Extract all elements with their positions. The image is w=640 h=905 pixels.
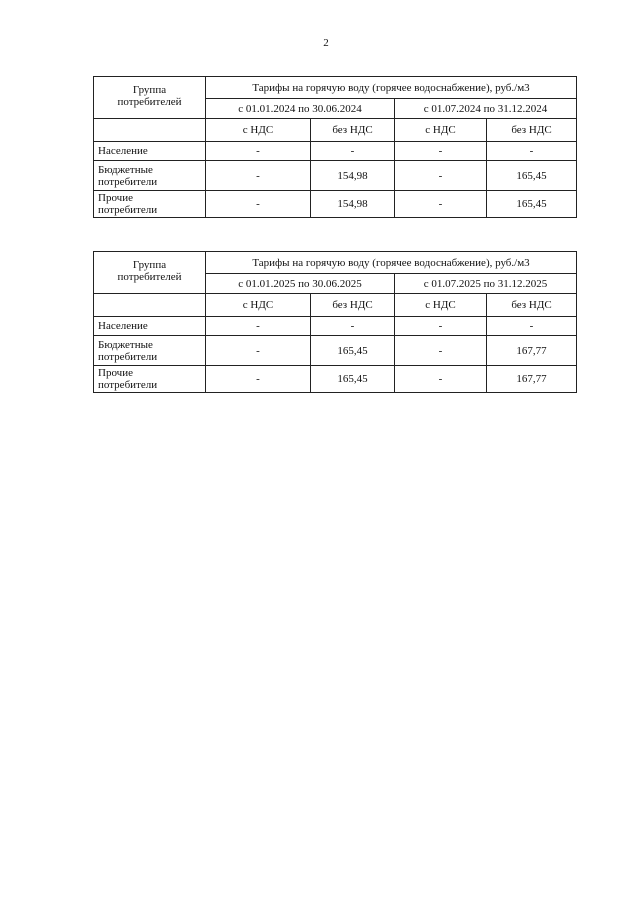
group-header-line: потребителей (117, 96, 182, 108)
page-number: 2 (323, 37, 329, 49)
value-cell: - (206, 161, 311, 191)
value-cell: - (206, 336, 311, 366)
value-cell: 167,77 (487, 336, 577, 366)
group-label: Население (98, 320, 148, 332)
group-cell (94, 317, 206, 336)
vat-column-header: с НДС (206, 294, 311, 317)
value-cell: - (395, 336, 487, 366)
empty-cell (94, 294, 206, 317)
table-row (94, 366, 577, 393)
value-cell: 154,98 (311, 191, 395, 218)
group-cell (94, 161, 206, 191)
group-cell (94, 191, 206, 218)
value-cell: - (311, 142, 395, 161)
vat-column-header: с НДС (395, 294, 487, 317)
value-cell: 165,45 (487, 191, 577, 218)
tariff-table-2025 (93, 251, 577, 393)
value-cell: 165,45 (311, 336, 395, 366)
value-cell: - (311, 317, 395, 336)
group-label: потребители (98, 379, 158, 391)
value-cell: - (206, 191, 311, 218)
table-row (94, 161, 577, 191)
value-cell: - (395, 317, 487, 336)
group-label: Население (98, 145, 148, 157)
period-header: с 01.07.2024 по 31.12.2024 (395, 99, 577, 119)
group-label: потребители (98, 175, 158, 188)
period-header: с 01.01.2025 по 30.06.2025 (206, 274, 395, 294)
table-row (94, 336, 577, 366)
value-cell: - (206, 366, 311, 393)
value-cell: - (395, 142, 487, 161)
value-cell: 154,98 (311, 161, 395, 191)
vat-column-header: без НДС (487, 294, 577, 317)
group-label: Бюджетные (98, 338, 153, 351)
vat-column-header: с НДС (395, 119, 487, 142)
value-cell: 165,45 (311, 366, 395, 393)
group-header-cell (94, 252, 206, 294)
group-cell (94, 366, 206, 393)
group-cell (94, 336, 206, 366)
group-label: потребители (98, 204, 158, 216)
group-label: Бюджетные (98, 163, 153, 176)
value-cell: - (487, 142, 577, 161)
value-cell: 167,77 (487, 366, 577, 393)
group-header-line: Группа (132, 259, 167, 271)
group-header-cell (94, 77, 206, 119)
value-cell: - (206, 317, 311, 336)
period-header: с 01.01.2024 по 30.06.2024 (206, 99, 395, 119)
tariff-table-2024 (93, 76, 577, 218)
value-cell: - (487, 317, 577, 336)
group-label: Прочие (98, 367, 133, 379)
group-cell (94, 142, 206, 161)
group-header-line: потребителей (117, 271, 182, 283)
vat-column-header: без НДС (487, 119, 577, 142)
vat-column-header: без НДС (311, 294, 395, 317)
value-cell: - (395, 366, 487, 393)
vat-column-header: без НДС (311, 119, 395, 142)
value-cell: - (395, 161, 487, 191)
table-row (94, 142, 577, 161)
table-row (94, 191, 577, 218)
tariff-header: Тарифы на горячую воду (горячее водоснабжение), руб./м3 (206, 77, 577, 99)
table-row (94, 317, 577, 336)
group-label: Прочие (98, 192, 133, 204)
period-header: с 01.07.2025 по 31.12.2025 (395, 274, 577, 294)
group-header-line: Группа (132, 84, 167, 96)
value-cell: - (206, 142, 311, 161)
value-cell: 165,45 (487, 161, 577, 191)
vat-column-header: с НДС (206, 119, 311, 142)
value-cell: - (395, 191, 487, 218)
group-label: потребители (98, 350, 158, 363)
empty-cell (94, 119, 206, 142)
tariff-header: Тарифы на горячую воду (горячее водоснабжение), руб./м3 (206, 252, 577, 274)
